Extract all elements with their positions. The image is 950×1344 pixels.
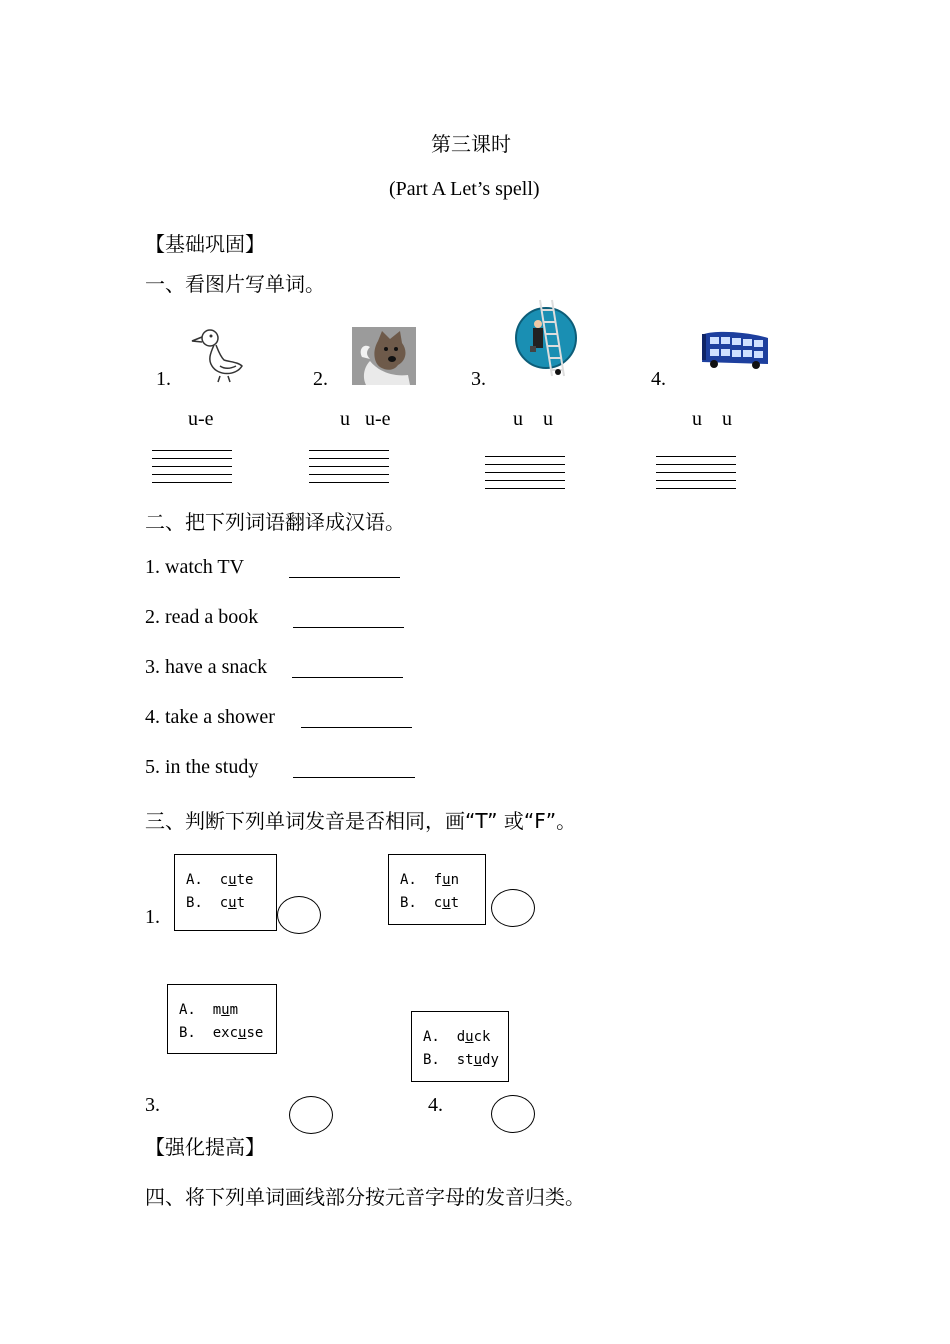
word-b: B. cut xyxy=(400,895,460,911)
q3-item-number: 1. xyxy=(145,906,160,928)
bus-icon xyxy=(698,328,770,372)
write-lines[interactable] xyxy=(485,456,565,496)
businessman-ladder-icon xyxy=(514,298,580,378)
word-b: B. study xyxy=(423,1052,499,1068)
word-a: A. fun xyxy=(400,872,460,888)
word-box xyxy=(174,854,277,931)
q1-item-number: 1. xyxy=(156,368,171,390)
answer-oval[interactable] xyxy=(491,1095,535,1133)
q3-item-number: 3. xyxy=(145,1094,160,1116)
duck-icon xyxy=(190,326,246,386)
q1-heading: 一、看图片写单词。 xyxy=(145,272,325,296)
word-b: B. excuse xyxy=(179,1025,264,1041)
word-box xyxy=(411,1011,509,1082)
write-lines[interactable] xyxy=(656,456,736,496)
answer-blank[interactable] xyxy=(293,627,404,628)
q1-hint: u u-e xyxy=(340,408,391,430)
q3-heading: 三、判断下列单词发音是否相同，画“T” 或“F”。 xyxy=(145,809,577,833)
write-lines[interactable] xyxy=(309,450,389,490)
q1-item-number: 3. xyxy=(471,368,486,390)
answer-blank[interactable] xyxy=(292,677,403,678)
word-b: B. cut xyxy=(186,895,246,911)
q1-hint: u-e xyxy=(188,408,214,430)
q3-item-number: 4. xyxy=(428,1094,443,1116)
q1-item-number: 4. xyxy=(651,368,666,390)
q2-item: 3. have a snack xyxy=(145,656,268,678)
section-basic-heading: 【基础巩固】 xyxy=(145,232,265,256)
q2-item: 4. take a shower xyxy=(145,706,275,728)
answer-blank[interactable] xyxy=(301,727,412,728)
word-a: A. duck xyxy=(423,1029,491,1045)
q2-item: 5. in the study xyxy=(145,756,259,778)
q1-hint: u u xyxy=(692,408,732,430)
dog-icon xyxy=(352,327,416,385)
answer-oval[interactable] xyxy=(289,1096,333,1134)
q4-heading: 四、将下列单词画线部分按元音字母的发音归类。 xyxy=(145,1185,585,1209)
section-advanced-heading: 【强化提高】 xyxy=(145,1135,265,1159)
write-lines[interactable] xyxy=(152,450,232,490)
word-box xyxy=(167,984,277,1054)
word-a: A. mum xyxy=(179,1002,239,1018)
q2-item: 1. watch TV xyxy=(145,556,245,578)
answer-blank[interactable] xyxy=(289,577,400,578)
q2-heading: 二、把下列词语翻译成汉语。 xyxy=(145,510,405,534)
answer-blank[interactable] xyxy=(293,777,415,778)
word-a: A. cute xyxy=(186,872,254,888)
q1-item-number: 2. xyxy=(313,368,328,390)
page-title: 第三课时 xyxy=(431,132,511,156)
answer-oval[interactable] xyxy=(277,896,321,934)
q2-item: 2. read a book xyxy=(145,606,259,628)
word-box xyxy=(388,854,486,925)
answer-oval[interactable] xyxy=(491,889,535,927)
q1-hint: u u xyxy=(513,408,553,430)
page-subtitle: (Part A Let’s spell) xyxy=(389,178,540,200)
